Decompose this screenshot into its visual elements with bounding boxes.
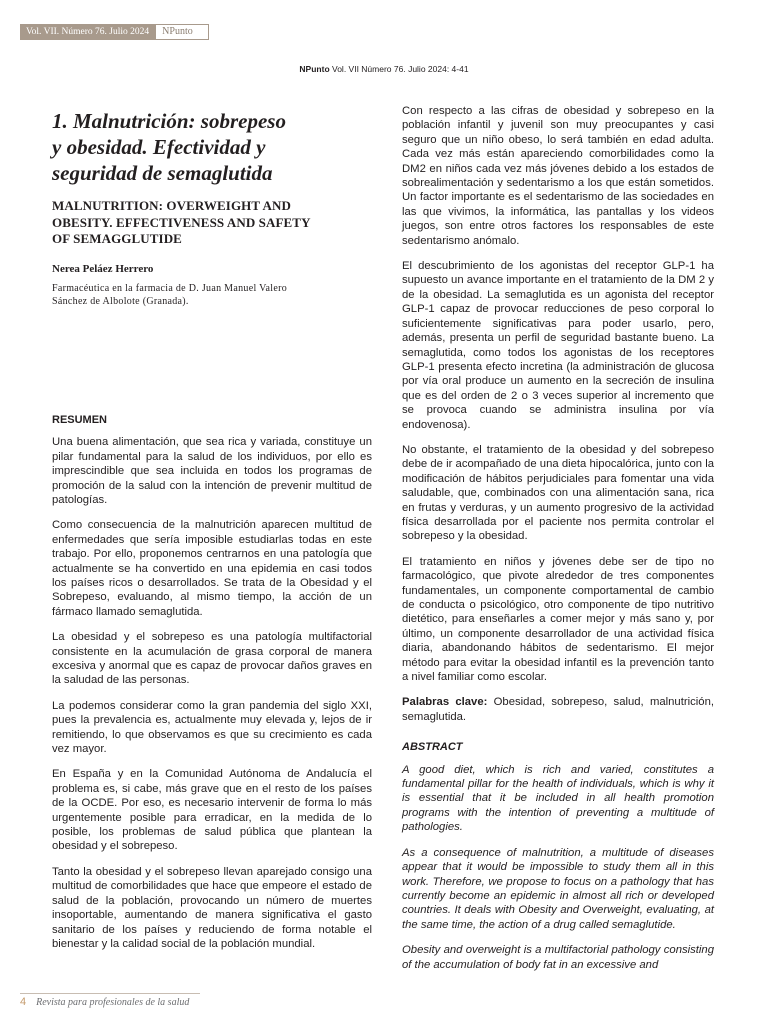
title-line: 1. Malnutrición: sobrepeso bbox=[52, 109, 286, 133]
title-en-line: MALNUTRITION: OVERWEIGHT AND bbox=[52, 198, 292, 213]
body-paragraph: El descubrimiento de los agonistas del receptor GLP-1 ha supuesto un avance importante en el tratamiento de la DM 2 y de la obesidad. La semaglutida es un agonista del receptor GLP-1 capaz de provocar reducciones de peso corporal lo suficientemente significativas para poder usarlo, pero, además, presenta un perfil de seguridad bastante bueno. La semaglutida, como todos los agonistas de los receptores GLP-1 presenta efecto incretina (la administración de glucosa por vía oral produce un aumento en la secreción de insulina que es del orden de 2 o 3 veces superior al incremento que se provoca cuando se administra insulina por vía endovenosa). bbox=[402, 260, 714, 431]
brand-tab: NPunto bbox=[155, 24, 209, 40]
resumen-section bbox=[52, 413, 372, 951]
volume-tab: Vol. VII. Número 76. Julio 2024 bbox=[20, 24, 155, 40]
abstract-paragraph: Obesity and overweight is a multifactorial pathology consisting of the accumulation of body fat in an excessive and bbox=[402, 944, 714, 971]
title-en-line: OF SEMAGGLUTIDE bbox=[52, 231, 182, 246]
affiliation-line: Farmacéutica en la farmacia de D. Juan Manuel Valero bbox=[52, 282, 288, 294]
resumen-paragraph: La podemos considerar como la gran pandemia del siglo XXI, pues la prevalencia es, actualmente muy elevada y, lejos de ir remitiendo, lo que observamos es que su crecimiento es cada vez mayor. bbox=[52, 699, 372, 756]
resumen-paragraph: Tanto la obesidad y el sobrepeso llevan aparejado consigo una multitud de comorbilidades que hace que empeore el estado de salud de la población, provocando un número de muertes insoportable, aumentando de manera significativa el gasto sanitario de los países y reduciendo de forma notable el bienestar y la calidad social de la población mundial. bbox=[52, 865, 372, 950]
footer-rule bbox=[20, 993, 200, 994]
resumen-heading: RESUMEN bbox=[52, 413, 108, 426]
abstract-heading: ABSTRACT bbox=[402, 741, 463, 754]
issue-header bbox=[20, 24, 209, 40]
resumen-paragraph: Una buena alimentación, que sea rica y variada, constituye un pilar fundamental para la salud de los individuos, por ello es imprescindible que sea incluida en todos los programas de promoción de la salud con la intención de prevenir multitud de patologías. bbox=[52, 436, 372, 506]
citation-text: Vol. VII Número 76. Julio 2024: 4-41 bbox=[329, 64, 469, 74]
keywords-list: Obesidad, sobrepeso, salud, malnutrición, semaglutida. bbox=[402, 696, 714, 723]
affiliation-line: Sánchez de Albolote (Granada). bbox=[52, 296, 189, 308]
title-en-line: OBESITY. EFFECTIVENESS AND SAFETY bbox=[52, 214, 311, 230]
left-column bbox=[52, 104, 372, 962]
page-number: 4 bbox=[20, 996, 27, 1008]
article-title bbox=[52, 108, 372, 186]
right-column bbox=[402, 104, 714, 983]
resumen-paragraph: Como consecuencia de la malnutrición aparecen multitud de enfermedades que sería imposible estudiarlas todas en este trabajo. Por ello, proponemos centrarnos en una patología que actualmente se ha convertido en una epidemia en casi todos los países ricos o desarrollados. Se trata de la Obesidad y el Sobrepeso, evaluando, al mismo tiempo, la acción de un fármaco llamado semaglutida. bbox=[52, 519, 372, 618]
body-paragraph: No obstante, el tratamiento de la obesidad y del sobrepeso debe de ir acompañado de una dieta hipocalórica, junto con la modificación de hábitos perjudiciales para fomentar una vida saludable, que, combinados con una alimentación sana, rica en frutas y verduras, y un aumento progresivo de la actividad física desarrollada por el paciente nos permita controlar el sobrepeso y la obesidad. bbox=[402, 443, 714, 543]
body-paragraph: El tratamiento en niños y jóvenes debe ser de tipo no farmacológico, que pivote alrededor de tres componentes fundamentales, un componente comportamental de cambio de conducta o psicológico, otro componente de tipo nutritivo dietético, para enseñarles a comer mejor y más sano y, por último, un componente desarrollador de una actividad física diaria, abandonando hábitos de sedentarismo. El mejor método para evitar la obesidad infantil es la prevención tanto a nivel familiar como escolar. bbox=[402, 555, 714, 684]
citation-line bbox=[0, 64, 768, 74]
title-line: y obesidad. Efectividad y bbox=[52, 135, 266, 159]
body-paragraph: Con respecto a las cifras de obesidad y sobrepeso en la población infantil y juvenil son muy preocupantes y casi seguro que un niño obeso, lo será también en edad adulta. Cada vez más están apareciendo comorbilidades como la DM2 en niños cada vez más jóvenes debido a los estados de sobrealimentación y sedentarismo a los que están sometidos. Un factor importante es el sedentarismo de las sociedades en las que vivimos, la informática, las pantallas y los videos juegos, son entre otros factores los responsables de este sedentarismo anómalo. bbox=[402, 105, 714, 247]
author-name: Nerea Peláez Herrero bbox=[52, 262, 154, 275]
citation-brand: NPunto bbox=[299, 64, 330, 74]
abstract-paragraph: A good diet, which is rich and varied, constitutes a fundamental pillar for the health of individuals, which is why it is essential that it be included in all health promotion programs with the intention of preventing a multitude of pathologies. bbox=[402, 763, 714, 834]
resumen-paragraph: En España y en la Comunidad Autónoma de Andalucía el problema es, si cabe, más grave que en el resto de los países de la OCDE. Por eso, es necesario intervenir de forma lo más urgentemente posible para erradicar, en la medida de lo posible, los problemas de salud pública que plantean la obesidad y el sobrepeso. bbox=[52, 768, 372, 853]
abstract-paragraph: As a consequence of malnutrition, a multitude of diseases appear that it would be impossible to study them all in this work. Therefore, we propose to focus on a pathology that has currently become an epidemic in almost all rich or developed countries. It deals with Obesity and Overweight, evaluating, at the same time, the action of a drug called semaglutide. bbox=[402, 846, 714, 931]
title-line: seguridad de semaglutida bbox=[52, 161, 273, 185]
keywords-label: Palabras clave: bbox=[402, 696, 488, 709]
resumen-paragraph: La obesidad y el sobrepeso es una patología multifactorial consistente en la acumulación de grasa corporal de manera excesiva y anormal que es capaz de provocar daños graves en la saludad de las personas. bbox=[52, 631, 372, 687]
abstract-section bbox=[402, 740, 714, 972]
page-footer bbox=[20, 996, 189, 1008]
article-title-english bbox=[52, 198, 372, 248]
author-affiliation bbox=[52, 282, 372, 309]
journal-name: Revista para profesionales de la salud bbox=[36, 997, 190, 1008]
keywords bbox=[402, 695, 714, 724]
